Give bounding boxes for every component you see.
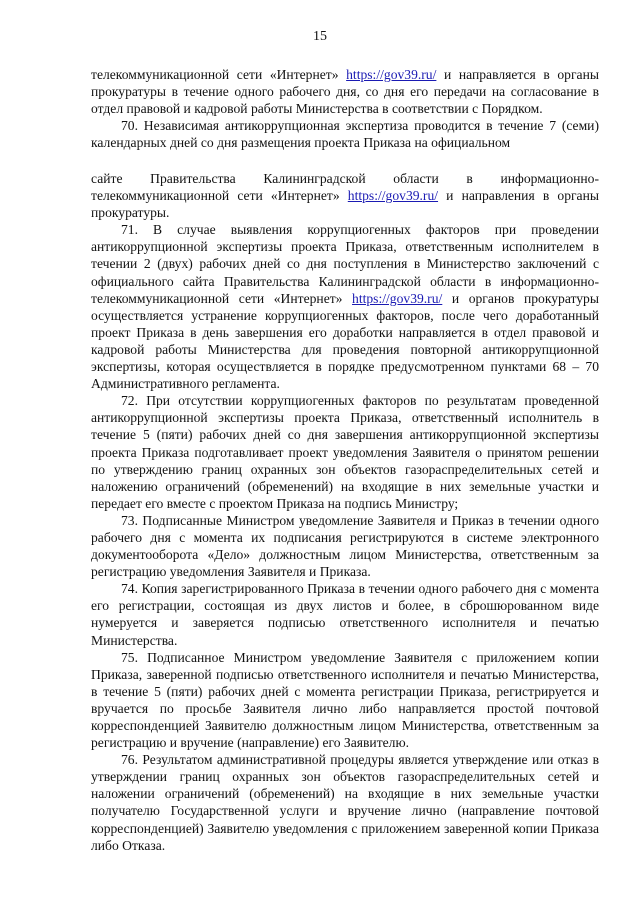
gov39-link[interactable]: https://gov39.ru/: [352, 290, 443, 306]
paragraph-74: 74. Копия зарегистрированного Приказа в течении одного рабочего дня с момента его регистрации, состоящая из двух листов и более, в сброшюрованном виде нумеруется и заверяется подписью ответственного исполнителя и печатью Министерства.: [91, 581, 599, 648]
paragraph-text: 71. В случае выявления коррупциогенных факторов при проведении антикоррупционной экспертизы проекта Приказа, ответственным исполнителем в течении 2 (двух) рабочих дней со дня поступления в Министерство заключений с официального сайта Правительства Калининградской области в информационно-телекоммуникационной сети «Интернет»: [91, 222, 599, 306]
paragraph-text: и направляется в органы прокуратуры в течение одного рабочего дня, со дня его передачи на согласование в отдел правовой и кадровой работы Министерства в соответствии с Порядком.: [91, 67, 599, 117]
gov39-link[interactable]: https://gov39.ru/: [346, 67, 437, 82]
paragraph-70: 70. Независимая антикоррупционная экспертиза проводится в течение 7 (семи) календарных дней со дня размещения проекта Приказа на официальном: [91, 118, 599, 151]
paragraph-71: [91, 221, 599, 392]
paragraph-continuation: [91, 66, 599, 117]
paragraph-73: 73. Подписанные Министром уведомление Заявителя и Приказ в течении одного рабочего дня с момента их подписания регистрируются в системе электронного документооборота «Дело» должностным лицом Министерства, ответственным за регистрацию уведомления Заявителя и Приказа.: [91, 512, 599, 580]
paragraph-70-continuation: [91, 170, 599, 221]
paragraph-text: и направления в органы прокуратуры.: [91, 188, 600, 221]
text-block-top: [91, 66, 599, 151]
paragraph-text: сайте Правительства Калининградской области в информационно-телекоммуникационной сети «Интернет»: [91, 171, 599, 204]
paragraph-text: и органов прокуратуры осуществляется устранение коррупциогенных факторов, после чего доработанный проект Приказа в день завершения его доработки направляется в отдел правовой и кадровой работы Министерства для проведения повторной антикоррупционной экспертизы, которая осуществляется в порядке предусмотренном пунктами 68 – 70 Административного регламента.: [91, 290, 599, 392]
page-number: 15: [313, 29, 327, 44]
text-block-main: [91, 170, 599, 854]
paragraph-text: телекоммуникационной сети «Интернет»: [91, 67, 347, 82]
paragraph-76: 76. Результатом административной процедуры является утверждение или отказ в утверждении границ охранных зон объектов газораспределительных сетей и наложении ограничений (обременений) на входящие в них земельные участки получателю Государственной услуги и вручение лично (направление почтовой корреспонденцией) Заявителю уведомления с приложением заверенной копии Приказа либо Отказа.: [91, 752, 599, 853]
paragraph-72: 72. При отсутствии коррупциогенных факторов по результатам проведенной антикоррупционной экспертизы проекта Приказа, ответственный исполнитель в течение 5 (пяти) рабочих дней со дня завершения антикоррупционной экспертизы проекта Приказа подготавливает проект уведомления Заявителя о принятом решении по утверждению границ охранных зон объектов газораспределительных сетей и наложению ограничений (обременений) на входящие в них земельные участки и передает его вместе с проектом Приказа на подпись Министру;: [91, 393, 599, 511]
paragraph-75: 75. Подписанное Министром уведомление Заявителя с приложением копии Приказа, заверенной подписью ответственного исполнителя и печатью Министерства, в течение 5 (пяти) рабочих дней с момента регистрации Приказа, регистрируется и вручается по просьбе Заявителя лично либо направляется простой почтовой корреспонденцией Заявителю должностным лицом Министерства, ответственным за регистрацию и вручение (направление) его Заявителю.: [91, 649, 599, 751]
gov39-link[interactable]: https://gov39.ru/: [347, 188, 439, 204]
